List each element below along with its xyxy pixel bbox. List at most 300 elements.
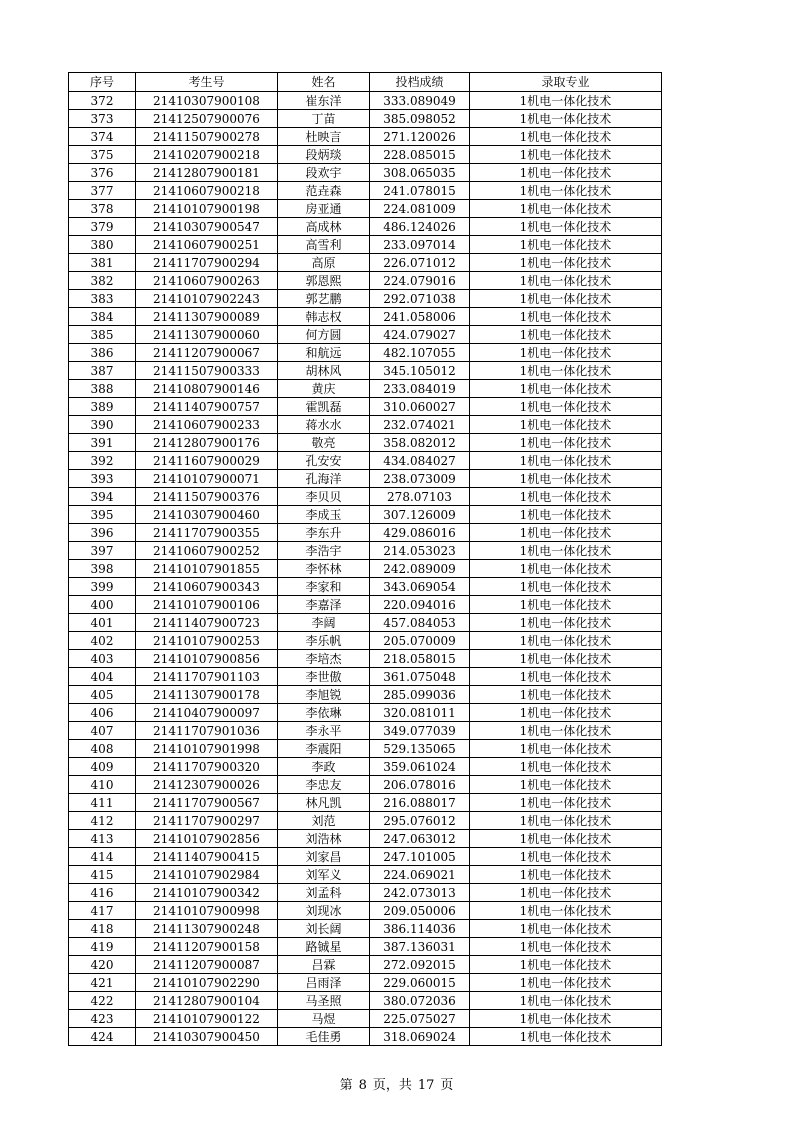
table-row	[69, 596, 662, 614]
cell-major: 1机电一体化技术	[470, 362, 662, 380]
cell-name: 毛佳勇	[278, 1028, 370, 1046]
cell-score: 318.069024	[370, 1028, 470, 1046]
cell-serial: 408	[69, 740, 136, 758]
table-row	[69, 866, 662, 884]
cell-candidate-id: 21411307900089	[136, 308, 278, 326]
table-row	[69, 938, 662, 956]
cell-major: 1机电一体化技术	[470, 110, 662, 128]
cell-candidate-id: 21410107900198	[136, 200, 278, 218]
cell-score: 333.089049	[370, 92, 470, 110]
cell-serial: 400	[69, 596, 136, 614]
table-row	[69, 326, 662, 344]
cell-name: 刘现冰	[278, 902, 370, 920]
cell-name: 黄庆	[278, 380, 370, 398]
cell-major: 1机电一体化技术	[470, 974, 662, 992]
cell-serial: 387	[69, 362, 136, 380]
cell-serial: 418	[69, 920, 136, 938]
table-row	[69, 992, 662, 1010]
cell-candidate-id: 21410107900253	[136, 632, 278, 650]
cell-candidate-id: 21410307900108	[136, 92, 278, 110]
cell-score: 272.092015	[370, 956, 470, 974]
cell-serial: 385	[69, 326, 136, 344]
cell-major: 1机电一体化技术	[470, 92, 662, 110]
cell-major: 1机电一体化技术	[470, 992, 662, 1010]
footer-total-pages: 17	[417, 1078, 435, 1093]
cell-score: 482.107055	[370, 344, 470, 362]
cell-candidate-id: 21411407900723	[136, 614, 278, 632]
cell-name: 高成林	[278, 218, 370, 236]
cell-major: 1机电一体化技术	[470, 1028, 662, 1046]
header-candidate-id: 考生号	[136, 73, 278, 92]
cell-major: 1机电一体化技术	[470, 488, 662, 506]
cell-major: 1机电一体化技术	[470, 470, 662, 488]
table-row	[69, 380, 662, 398]
table-row	[69, 146, 662, 164]
table-row	[69, 578, 662, 596]
cell-major: 1机电一体化技术	[470, 326, 662, 344]
cell-candidate-id: 21410607900251	[136, 236, 278, 254]
table-row	[69, 1028, 662, 1046]
cell-score: 216.088017	[370, 794, 470, 812]
cell-score: 233.084019	[370, 380, 470, 398]
cell-name: 李世傲	[278, 668, 370, 686]
cell-score: 429.086016	[370, 524, 470, 542]
cell-score: 247.063012	[370, 830, 470, 848]
cell-serial: 394	[69, 488, 136, 506]
cell-serial: 405	[69, 686, 136, 704]
cell-candidate-id: 21410107900342	[136, 884, 278, 902]
cell-name: 李浩宇	[278, 542, 370, 560]
table-row	[69, 290, 662, 308]
cell-score: 424.079027	[370, 326, 470, 344]
cell-major: 1机电一体化技术	[470, 416, 662, 434]
cell-candidate-id: 21411507900376	[136, 488, 278, 506]
cell-candidate-id: 21410107902984	[136, 866, 278, 884]
cell-name: 马圣照	[278, 992, 370, 1010]
table-row	[69, 506, 662, 524]
cell-score: 233.097014	[370, 236, 470, 254]
cell-major: 1机电一体化技术	[470, 902, 662, 920]
table-row	[69, 830, 662, 848]
cell-candidate-id: 21412807900176	[136, 434, 278, 452]
cell-candidate-id: 21410107900071	[136, 470, 278, 488]
cell-name: 敬亮	[278, 434, 370, 452]
table-row	[69, 200, 662, 218]
cell-name: 刘长阔	[278, 920, 370, 938]
cell-serial: 399	[69, 578, 136, 596]
cell-name: 崔东洋	[278, 92, 370, 110]
cell-major: 1机电一体化技术	[470, 848, 662, 866]
cell-serial: 373	[69, 110, 136, 128]
cell-serial: 423	[69, 1010, 136, 1028]
cell-name: 刘家昌	[278, 848, 370, 866]
table-row	[69, 416, 662, 434]
table-row	[69, 848, 662, 866]
cell-name: 李旭锐	[278, 686, 370, 704]
cell-name: 霍凯磊	[278, 398, 370, 416]
cell-major: 1机电一体化技术	[470, 524, 662, 542]
cell-name: 孔海洋	[278, 470, 370, 488]
cell-score: 224.069021	[370, 866, 470, 884]
cell-major: 1机电一体化技术	[470, 308, 662, 326]
cell-major: 1机电一体化技术	[470, 182, 662, 200]
table-row	[69, 704, 662, 722]
cell-candidate-id: 21410107901855	[136, 560, 278, 578]
cell-score: 310.060027	[370, 398, 470, 416]
table-row	[69, 560, 662, 578]
cell-name: 李乐帆	[278, 632, 370, 650]
cell-major: 1机电一体化技术	[470, 506, 662, 524]
cell-serial: 383	[69, 290, 136, 308]
page-footer	[0, 1074, 793, 1093]
table-row	[69, 110, 662, 128]
cell-major: 1机电一体化技术	[470, 236, 662, 254]
cell-serial: 397	[69, 542, 136, 560]
cell-name: 高雪利	[278, 236, 370, 254]
cell-serial: 395	[69, 506, 136, 524]
cell-candidate-id: 21412307900026	[136, 776, 278, 794]
cell-serial: 378	[69, 200, 136, 218]
cell-major: 1机电一体化技术	[470, 398, 662, 416]
header-name: 姓名	[278, 73, 370, 92]
cell-score: 385.098052	[370, 110, 470, 128]
cell-serial: 379	[69, 218, 136, 236]
footer-page-prefix: 第	[339, 1078, 353, 1093]
cell-candidate-id: 21411207900158	[136, 938, 278, 956]
cell-name: 刘浩林	[278, 830, 370, 848]
cell-name: 李忠友	[278, 776, 370, 794]
cell-serial: 401	[69, 614, 136, 632]
cell-name: 李嘉泽	[278, 596, 370, 614]
cell-major: 1机电一体化技术	[470, 254, 662, 272]
table-header-row	[69, 73, 662, 92]
cell-candidate-id: 21411607900029	[136, 452, 278, 470]
table-row	[69, 218, 662, 236]
cell-serial: 417	[69, 902, 136, 920]
cell-candidate-id: 21411307900248	[136, 920, 278, 938]
table-row	[69, 920, 662, 938]
table-row	[69, 650, 662, 668]
cell-major: 1机电一体化技术	[470, 776, 662, 794]
cell-score: 225.075027	[370, 1010, 470, 1028]
cell-serial: 410	[69, 776, 136, 794]
cell-candidate-id: 21412807900104	[136, 992, 278, 1010]
cell-score: 218.058015	[370, 650, 470, 668]
cell-serial: 406	[69, 704, 136, 722]
cell-serial: 419	[69, 938, 136, 956]
cell-major: 1机电一体化技术	[470, 956, 662, 974]
table-row	[69, 794, 662, 812]
table-row	[69, 812, 662, 830]
cell-score: 228.085015	[370, 146, 470, 164]
cell-score: 387.136031	[370, 938, 470, 956]
cell-name: 房亚通	[278, 200, 370, 218]
cell-serial: 391	[69, 434, 136, 452]
cell-serial: 374	[69, 128, 136, 146]
cell-candidate-id: 21412807900181	[136, 164, 278, 182]
cell-candidate-id: 21410607900263	[136, 272, 278, 290]
table-row	[69, 434, 662, 452]
cell-major: 1机电一体化技术	[470, 146, 662, 164]
cell-name: 郭艺鹏	[278, 290, 370, 308]
cell-name: 李永平	[278, 722, 370, 740]
cell-candidate-id: 21410607900252	[136, 542, 278, 560]
cell-candidate-id: 21410407900097	[136, 704, 278, 722]
cell-candidate-id: 21410107901998	[136, 740, 278, 758]
table-row	[69, 974, 662, 992]
table-row	[69, 182, 662, 200]
cell-name: 李怀林	[278, 560, 370, 578]
cell-name: 郭恩熙	[278, 272, 370, 290]
table-row	[69, 668, 662, 686]
table-row	[69, 344, 662, 362]
cell-score: 308.065035	[370, 164, 470, 182]
cell-score: 224.079016	[370, 272, 470, 290]
table-row	[69, 488, 662, 506]
cell-name: 段欢宇	[278, 164, 370, 182]
cell-candidate-id: 21410107902243	[136, 290, 278, 308]
cell-name: 李贝贝	[278, 488, 370, 506]
cell-major: 1机电一体化技术	[470, 920, 662, 938]
cell-major: 1机电一体化技术	[470, 344, 662, 362]
cell-name: 丁苗	[278, 110, 370, 128]
cell-serial: 402	[69, 632, 136, 650]
table-row	[69, 254, 662, 272]
cell-serial: 424	[69, 1028, 136, 1046]
cell-score: 220.094016	[370, 596, 470, 614]
cell-score: 232.074021	[370, 416, 470, 434]
cell-major: 1机电一体化技术	[470, 614, 662, 632]
cell-name: 林凡凯	[278, 794, 370, 812]
cell-serial: 372	[69, 92, 136, 110]
cell-serial: 409	[69, 758, 136, 776]
cell-score: 205.070009	[370, 632, 470, 650]
cell-score: 242.089009	[370, 560, 470, 578]
cell-name: 何方圆	[278, 326, 370, 344]
cell-serial: 415	[69, 866, 136, 884]
cell-major: 1机电一体化技术	[470, 452, 662, 470]
cell-name: 刘孟科	[278, 884, 370, 902]
cell-candidate-id: 21411707901036	[136, 722, 278, 740]
table-row	[69, 542, 662, 560]
cell-candidate-id: 21411307900178	[136, 686, 278, 704]
cell-major: 1机电一体化技术	[470, 884, 662, 902]
cell-score: 241.058006	[370, 308, 470, 326]
table-row	[69, 470, 662, 488]
header-major: 录取专业	[470, 73, 662, 92]
table-row	[69, 956, 662, 974]
cell-candidate-id: 21411307900060	[136, 326, 278, 344]
table-row	[69, 164, 662, 182]
cell-score: 241.078015	[370, 182, 470, 200]
cell-candidate-id: 21411507900278	[136, 128, 278, 146]
cell-major: 1机电一体化技术	[470, 704, 662, 722]
cell-candidate-id: 21410307900450	[136, 1028, 278, 1046]
cell-major: 1机电一体化技术	[470, 758, 662, 776]
cell-candidate-id: 21411207900067	[136, 344, 278, 362]
table-row	[69, 128, 662, 146]
cell-serial: 413	[69, 830, 136, 848]
table-row	[69, 398, 662, 416]
cell-major: 1机电一体化技术	[470, 812, 662, 830]
header-score: 投档成绩	[370, 73, 470, 92]
cell-score: 307.126009	[370, 506, 470, 524]
cell-name: 李家和	[278, 578, 370, 596]
cell-score: 247.101005	[370, 848, 470, 866]
cell-candidate-id: 21411707900355	[136, 524, 278, 542]
cell-serial: 396	[69, 524, 136, 542]
cell-score: 224.081009	[370, 200, 470, 218]
cell-score: 486.124026	[370, 218, 470, 236]
cell-major: 1机电一体化技术	[470, 830, 662, 848]
cell-candidate-id: 21411707900567	[136, 794, 278, 812]
table-row	[69, 722, 662, 740]
header-serial: 序号	[69, 73, 136, 92]
cell-name: 高原	[278, 254, 370, 272]
cell-major: 1机电一体化技术	[470, 128, 662, 146]
cell-major: 1机电一体化技术	[470, 668, 662, 686]
cell-name: 李东升	[278, 524, 370, 542]
cell-score: 529.135065	[370, 740, 470, 758]
cell-score: 457.084053	[370, 614, 470, 632]
cell-name: 胡林风	[278, 362, 370, 380]
cell-candidate-id: 21411207900087	[136, 956, 278, 974]
table-row	[69, 452, 662, 470]
cell-candidate-id: 21410607900218	[136, 182, 278, 200]
cell-candidate-id: 21411507900333	[136, 362, 278, 380]
table-row	[69, 902, 662, 920]
cell-candidate-id: 21411707901103	[136, 668, 278, 686]
cell-serial: 376	[69, 164, 136, 182]
cell-score: 226.071012	[370, 254, 470, 272]
table-body	[69, 92, 662, 1046]
table-row	[69, 884, 662, 902]
cell-name: 和航远	[278, 344, 370, 362]
cell-major: 1机电一体化技术	[470, 560, 662, 578]
cell-score: 345.105012	[370, 362, 470, 380]
cell-name: 吕霖	[278, 956, 370, 974]
table-row	[69, 92, 662, 110]
cell-major: 1机电一体化技术	[470, 578, 662, 596]
admission-table	[68, 72, 662, 1046]
table-row	[69, 758, 662, 776]
table-row	[69, 614, 662, 632]
cell-name: 刘范	[278, 812, 370, 830]
cell-serial: 404	[69, 668, 136, 686]
cell-serial: 420	[69, 956, 136, 974]
cell-candidate-id: 21410607900343	[136, 578, 278, 596]
cell-candidate-id: 21411407900415	[136, 848, 278, 866]
cell-candidate-id: 21410307900460	[136, 506, 278, 524]
cell-serial: 381	[69, 254, 136, 272]
cell-name: 李政	[278, 758, 370, 776]
cell-score: 242.073013	[370, 884, 470, 902]
cell-score: 349.077039	[370, 722, 470, 740]
cell-serial: 377	[69, 182, 136, 200]
cell-serial: 411	[69, 794, 136, 812]
cell-score: 386.114036	[370, 920, 470, 938]
cell-score: 206.078016	[370, 776, 470, 794]
cell-candidate-id: 21410107900998	[136, 902, 278, 920]
cell-score: 320.081011	[370, 704, 470, 722]
cell-name: 范垚森	[278, 182, 370, 200]
cell-serial: 392	[69, 452, 136, 470]
cell-major: 1机电一体化技术	[470, 1010, 662, 1028]
cell-name: 路铖星	[278, 938, 370, 956]
cell-major: 1机电一体化技术	[470, 380, 662, 398]
cell-serial: 390	[69, 416, 136, 434]
cell-serial: 389	[69, 398, 136, 416]
table-row	[69, 740, 662, 758]
cell-candidate-id: 21410107900106	[136, 596, 278, 614]
cell-name: 杜映言	[278, 128, 370, 146]
footer-page-unit: 页，共	[372, 1078, 412, 1093]
table-row	[69, 776, 662, 794]
cell-major: 1机电一体化技术	[470, 200, 662, 218]
cell-score: 229.060015	[370, 974, 470, 992]
cell-score: 271.120026	[370, 128, 470, 146]
table-row	[69, 362, 662, 380]
cell-serial: 398	[69, 560, 136, 578]
cell-serial: 382	[69, 272, 136, 290]
cell-score: 380.072036	[370, 992, 470, 1010]
cell-score: 285.099036	[370, 686, 470, 704]
cell-serial: 384	[69, 308, 136, 326]
cell-major: 1机电一体化技术	[470, 632, 662, 650]
cell-major: 1机电一体化技术	[470, 686, 662, 704]
cell-candidate-id: 21410607900233	[136, 416, 278, 434]
cell-name: 刘军义	[278, 866, 370, 884]
cell-major: 1机电一体化技术	[470, 938, 662, 956]
cell-name: 孔安安	[278, 452, 370, 470]
cell-candidate-id: 21410107902290	[136, 974, 278, 992]
cell-candidate-id: 21410107900856	[136, 650, 278, 668]
cell-major: 1机电一体化技术	[470, 596, 662, 614]
cell-score: 292.071038	[370, 290, 470, 308]
table-row	[69, 1010, 662, 1028]
cell-serial: 414	[69, 848, 136, 866]
cell-major: 1机电一体化技术	[470, 272, 662, 290]
table-row	[69, 632, 662, 650]
cell-score: 214.053023	[370, 542, 470, 560]
cell-major: 1机电一体化技术	[470, 866, 662, 884]
cell-serial: 386	[69, 344, 136, 362]
cell-name: 李依琳	[278, 704, 370, 722]
cell-name: 马煜	[278, 1010, 370, 1028]
table-row	[69, 524, 662, 542]
table-row	[69, 236, 662, 254]
cell-name: 韩志权	[278, 308, 370, 326]
cell-name: 李阔	[278, 614, 370, 632]
cell-candidate-id: 21410207900218	[136, 146, 278, 164]
table-row	[69, 686, 662, 704]
cell-serial: 375	[69, 146, 136, 164]
cell-candidate-id: 21411707900320	[136, 758, 278, 776]
cell-major: 1机电一体化技术	[470, 290, 662, 308]
cell-serial: 416	[69, 884, 136, 902]
cell-name: 李成玉	[278, 506, 370, 524]
cell-major: 1机电一体化技术	[470, 650, 662, 668]
cell-serial: 380	[69, 236, 136, 254]
cell-serial: 422	[69, 992, 136, 1010]
cell-serial: 393	[69, 470, 136, 488]
table-row	[69, 308, 662, 326]
cell-major: 1机电一体化技术	[470, 542, 662, 560]
cell-serial: 388	[69, 380, 136, 398]
cell-candidate-id: 21410107900122	[136, 1010, 278, 1028]
cell-major: 1机电一体化技术	[470, 722, 662, 740]
cell-score: 295.076012	[370, 812, 470, 830]
